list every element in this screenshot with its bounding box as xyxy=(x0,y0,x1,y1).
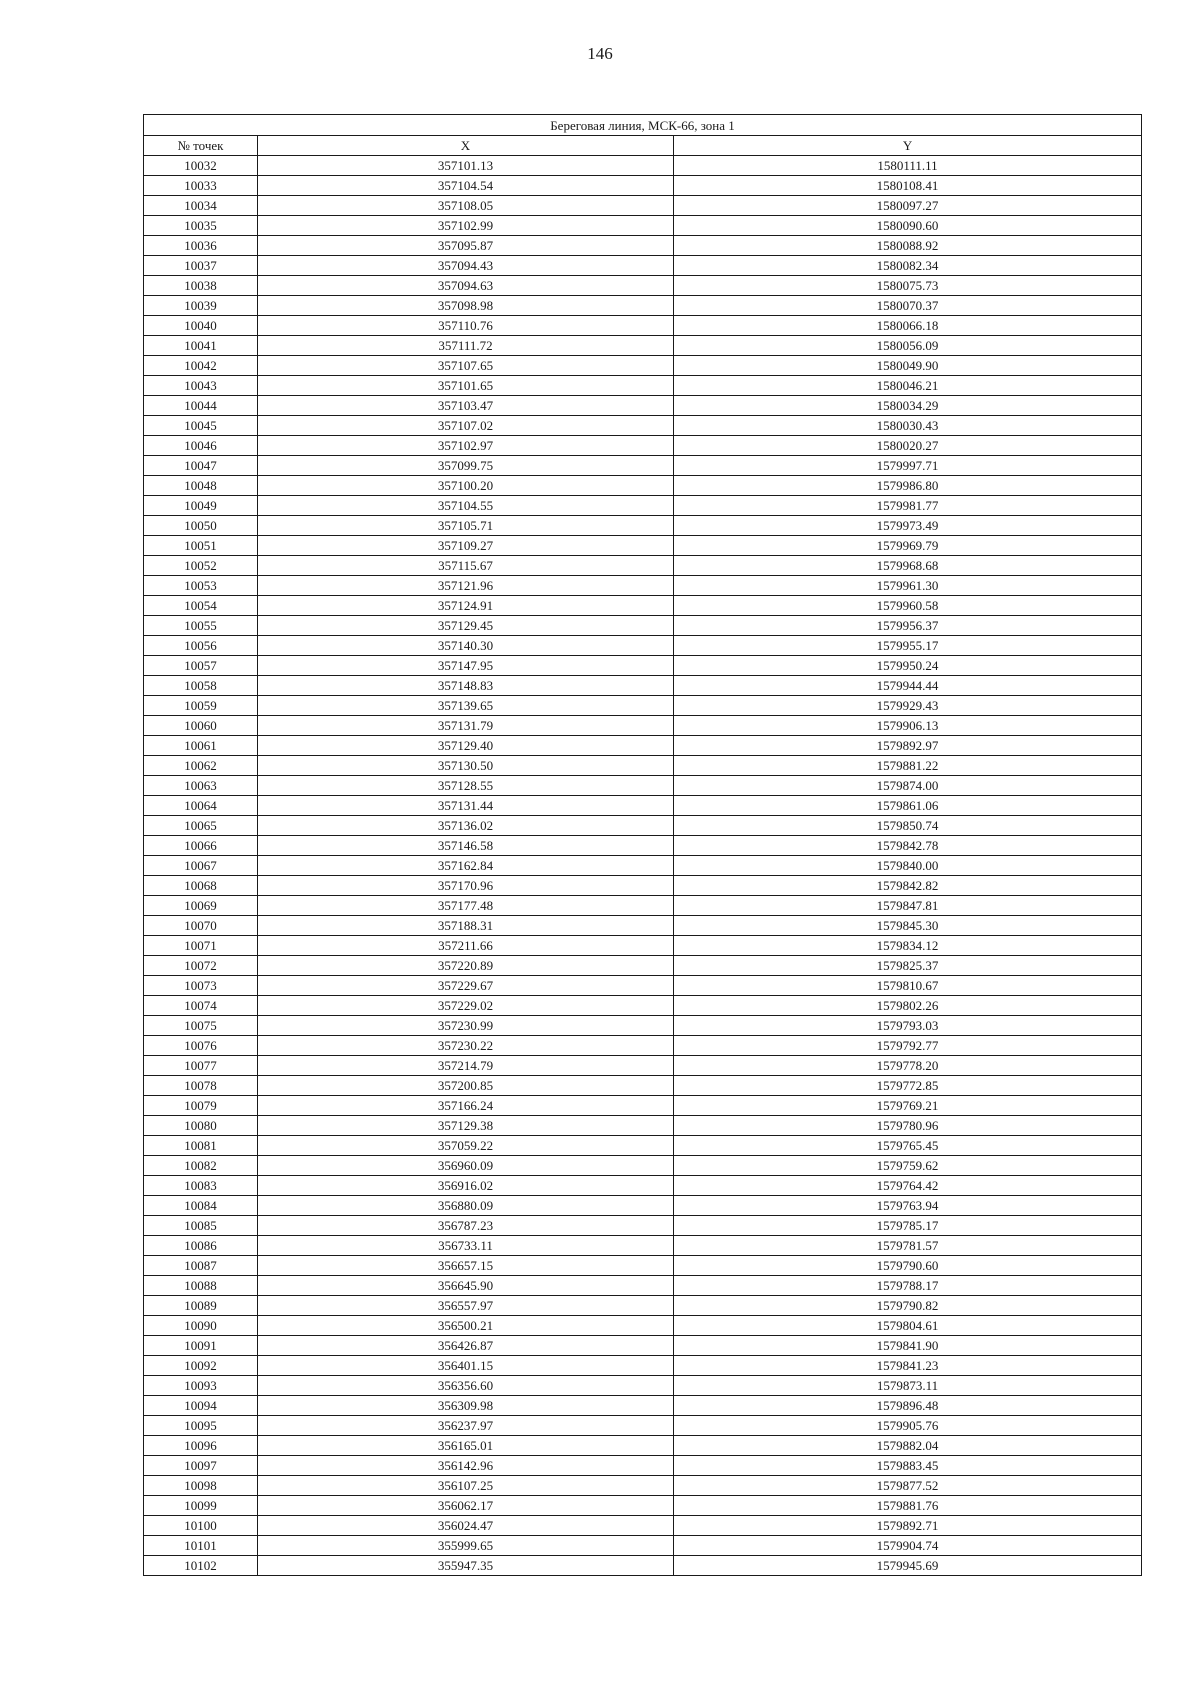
point-number-cell: 10033 xyxy=(144,176,258,196)
point-number-cell: 10095 xyxy=(144,1416,258,1436)
x-coordinate-cell: 357102.99 xyxy=(258,216,674,236)
x-coordinate-cell: 357108.05 xyxy=(258,196,674,216)
y-coordinate-cell: 1579950.24 xyxy=(674,656,1142,676)
page-number: 146 xyxy=(587,44,613,63)
y-coordinate-cell: 1579804.61 xyxy=(674,1316,1142,1336)
x-coordinate-cell: 357211.66 xyxy=(258,936,674,956)
point-number-cell: 10051 xyxy=(144,536,258,556)
point-number-cell: 10083 xyxy=(144,1176,258,1196)
y-coordinate-cell: 1579973.49 xyxy=(674,516,1142,536)
x-coordinate-cell: 357104.54 xyxy=(258,176,674,196)
table-body xyxy=(144,156,1142,1576)
y-coordinate-cell: 1579929.43 xyxy=(674,696,1142,716)
table-row xyxy=(144,716,1142,736)
x-coordinate-cell: 357105.71 xyxy=(258,516,674,536)
x-coordinate-cell: 357121.96 xyxy=(258,576,674,596)
table-row xyxy=(144,436,1142,456)
x-coordinate-cell: 357139.65 xyxy=(258,696,674,716)
table-row xyxy=(144,896,1142,916)
point-number-cell: 10097 xyxy=(144,1456,258,1476)
column-header-point-number: № точек xyxy=(144,136,258,156)
y-coordinate-cell: 1579840.00 xyxy=(674,856,1142,876)
point-number-cell: 10065 xyxy=(144,816,258,836)
table-row xyxy=(144,1276,1142,1296)
x-coordinate-cell: 356401.15 xyxy=(258,1356,674,1376)
point-number-cell: 10059 xyxy=(144,696,258,716)
y-coordinate-cell: 1579792.77 xyxy=(674,1036,1142,1056)
point-number-cell: 10045 xyxy=(144,416,258,436)
table-row xyxy=(144,1396,1142,1416)
y-coordinate-cell: 1579781.57 xyxy=(674,1236,1142,1256)
y-coordinate-cell: 1579764.42 xyxy=(674,1176,1142,1196)
point-number-cell: 10061 xyxy=(144,736,258,756)
table-row xyxy=(144,216,1142,236)
point-number-cell: 10036 xyxy=(144,236,258,256)
point-number-cell: 10096 xyxy=(144,1436,258,1456)
table-row xyxy=(144,1036,1142,1056)
x-coordinate-cell: 357130.50 xyxy=(258,756,674,776)
x-coordinate-cell: 357128.55 xyxy=(258,776,674,796)
point-number-cell: 10054 xyxy=(144,596,258,616)
x-coordinate-cell: 357101.65 xyxy=(258,376,674,396)
table-row xyxy=(144,1196,1142,1216)
y-coordinate-cell: 1579825.37 xyxy=(674,956,1142,976)
table-row xyxy=(144,1496,1142,1516)
x-coordinate-cell: 357099.75 xyxy=(258,456,674,476)
x-coordinate-cell: 357230.99 xyxy=(258,1016,674,1036)
point-number-cell: 10055 xyxy=(144,616,258,636)
x-coordinate-cell: 356960.09 xyxy=(258,1156,674,1176)
x-coordinate-cell: 356107.25 xyxy=(258,1476,674,1496)
point-number-cell: 10049 xyxy=(144,496,258,516)
table-row xyxy=(144,396,1142,416)
y-coordinate-cell: 1579790.82 xyxy=(674,1296,1142,1316)
point-number-cell: 10063 xyxy=(144,776,258,796)
x-coordinate-cell: 357102.97 xyxy=(258,436,674,456)
x-coordinate-cell: 356142.96 xyxy=(258,1456,674,1476)
point-number-cell: 10034 xyxy=(144,196,258,216)
y-coordinate-cell: 1579960.58 xyxy=(674,596,1142,616)
x-coordinate-cell: 357129.38 xyxy=(258,1116,674,1136)
x-coordinate-cell: 357140.30 xyxy=(258,636,674,656)
y-coordinate-cell: 1579847.81 xyxy=(674,896,1142,916)
table-row xyxy=(144,656,1142,676)
table-row xyxy=(144,156,1142,176)
table-row xyxy=(144,1376,1142,1396)
table-row xyxy=(144,1096,1142,1116)
point-number-cell: 10032 xyxy=(144,156,258,176)
x-coordinate-cell: 357177.48 xyxy=(258,896,674,916)
y-coordinate-cell: 1579986.80 xyxy=(674,476,1142,496)
table-row xyxy=(144,1136,1142,1156)
point-number-cell: 10067 xyxy=(144,856,258,876)
table-row xyxy=(144,756,1142,776)
y-coordinate-cell: 1579769.21 xyxy=(674,1096,1142,1116)
table-row xyxy=(144,776,1142,796)
y-coordinate-cell: 1580088.92 xyxy=(674,236,1142,256)
x-coordinate-cell: 357147.95 xyxy=(258,656,674,676)
y-coordinate-cell: 1579892.97 xyxy=(674,736,1142,756)
y-coordinate-cell: 1579883.45 xyxy=(674,1456,1142,1476)
y-coordinate-cell: 1579896.48 xyxy=(674,1396,1142,1416)
point-number-cell: 10070 xyxy=(144,916,258,936)
table-row xyxy=(144,916,1142,936)
point-number-cell: 10079 xyxy=(144,1096,258,1116)
table-row xyxy=(144,376,1142,396)
table-caption: Береговая линия, МСК-66, зона 1 xyxy=(144,115,1142,136)
point-number-cell: 10074 xyxy=(144,996,258,1016)
x-coordinate-cell: 356500.21 xyxy=(258,1316,674,1336)
table-row xyxy=(144,1176,1142,1196)
point-number-cell: 10044 xyxy=(144,396,258,416)
y-coordinate-cell: 1579788.17 xyxy=(674,1276,1142,1296)
table-row xyxy=(144,1016,1142,1036)
x-coordinate-cell: 357115.67 xyxy=(258,556,674,576)
table-row xyxy=(144,1216,1142,1236)
table-row xyxy=(144,1076,1142,1096)
y-coordinate-cell: 1579968.68 xyxy=(674,556,1142,576)
y-coordinate-cell: 1579778.20 xyxy=(674,1056,1142,1076)
y-coordinate-cell: 1579961.30 xyxy=(674,576,1142,596)
y-coordinate-cell: 1580097.27 xyxy=(674,196,1142,216)
table-row xyxy=(144,416,1142,436)
x-coordinate-cell: 356356.60 xyxy=(258,1376,674,1396)
y-coordinate-cell: 1579802.26 xyxy=(674,996,1142,1016)
point-number-cell: 10052 xyxy=(144,556,258,576)
x-coordinate-cell: 357110.76 xyxy=(258,316,674,336)
x-coordinate-cell: 357100.20 xyxy=(258,476,674,496)
point-number-cell: 10058 xyxy=(144,676,258,696)
point-number-cell: 10073 xyxy=(144,976,258,996)
y-coordinate-cell: 1580046.21 xyxy=(674,376,1142,396)
table-row xyxy=(144,956,1142,976)
column-header-y: Y xyxy=(674,136,1142,156)
table-row xyxy=(144,1516,1142,1536)
point-number-cell: 10068 xyxy=(144,876,258,896)
coordinates-table xyxy=(143,114,1142,1576)
table-row xyxy=(144,856,1142,876)
x-coordinate-cell: 356916.02 xyxy=(258,1176,674,1196)
table-row xyxy=(144,1476,1142,1496)
table-row xyxy=(144,516,1142,536)
x-coordinate-cell: 357094.43 xyxy=(258,256,674,276)
point-number-cell: 10047 xyxy=(144,456,258,476)
point-number-cell: 10041 xyxy=(144,336,258,356)
table-row xyxy=(144,576,1142,596)
x-coordinate-cell: 357103.47 xyxy=(258,396,674,416)
x-coordinate-cell: 357129.45 xyxy=(258,616,674,636)
y-coordinate-cell: 1580030.43 xyxy=(674,416,1142,436)
point-number-cell: 10071 xyxy=(144,936,258,956)
point-number-cell: 10076 xyxy=(144,1036,258,1056)
point-number-cell: 10087 xyxy=(144,1256,258,1276)
table-row xyxy=(144,1556,1142,1576)
y-coordinate-cell: 1580090.60 xyxy=(674,216,1142,236)
y-coordinate-cell: 1579841.90 xyxy=(674,1336,1142,1356)
y-coordinate-cell: 1579842.82 xyxy=(674,876,1142,896)
x-coordinate-cell: 356024.47 xyxy=(258,1516,674,1536)
x-coordinate-cell: 356657.15 xyxy=(258,1256,674,1276)
y-coordinate-cell: 1579877.52 xyxy=(674,1476,1142,1496)
x-coordinate-cell: 357124.91 xyxy=(258,596,674,616)
x-coordinate-cell: 357146.58 xyxy=(258,836,674,856)
y-coordinate-cell: 1579906.13 xyxy=(674,716,1142,736)
y-coordinate-cell: 1579981.77 xyxy=(674,496,1142,516)
column-header-x: X xyxy=(258,136,674,156)
y-coordinate-cell: 1579845.30 xyxy=(674,916,1142,936)
y-coordinate-cell: 1579790.60 xyxy=(674,1256,1142,1276)
table-row xyxy=(144,1456,1142,1476)
y-coordinate-cell: 1579945.69 xyxy=(674,1556,1142,1576)
table-row xyxy=(144,1336,1142,1356)
point-number-cell: 10066 xyxy=(144,836,258,856)
point-number-cell: 10101 xyxy=(144,1536,258,1556)
y-coordinate-cell: 1579882.04 xyxy=(674,1436,1142,1456)
table-row xyxy=(144,1116,1142,1136)
y-coordinate-cell: 1579944.44 xyxy=(674,676,1142,696)
y-coordinate-cell: 1579997.71 xyxy=(674,456,1142,476)
y-coordinate-cell: 1580108.41 xyxy=(674,176,1142,196)
x-coordinate-cell: 357170.96 xyxy=(258,876,674,896)
x-coordinate-cell: 357230.22 xyxy=(258,1036,674,1056)
x-coordinate-cell: 356787.23 xyxy=(258,1216,674,1236)
table-row xyxy=(144,696,1142,716)
y-coordinate-cell: 1579956.37 xyxy=(674,616,1142,636)
point-number-cell: 10088 xyxy=(144,1276,258,1296)
x-coordinate-cell: 355947.35 xyxy=(258,1556,674,1576)
point-number-cell: 10062 xyxy=(144,756,258,776)
table-row xyxy=(144,356,1142,376)
y-coordinate-cell: 1579810.67 xyxy=(674,976,1142,996)
y-coordinate-cell: 1579874.00 xyxy=(674,776,1142,796)
y-coordinate-cell: 1580066.18 xyxy=(674,316,1142,336)
table-row xyxy=(144,1416,1142,1436)
y-coordinate-cell: 1580034.29 xyxy=(674,396,1142,416)
point-number-cell: 10040 xyxy=(144,316,258,336)
y-coordinate-cell: 1579873.11 xyxy=(674,1376,1142,1396)
table-row xyxy=(144,796,1142,816)
y-coordinate-cell: 1579892.71 xyxy=(674,1516,1142,1536)
y-coordinate-cell: 1579904.74 xyxy=(674,1536,1142,1556)
y-coordinate-cell: 1579850.74 xyxy=(674,816,1142,836)
point-number-cell: 10078 xyxy=(144,1076,258,1096)
point-number-cell: 10093 xyxy=(144,1376,258,1396)
point-number-cell: 10035 xyxy=(144,216,258,236)
point-number-cell: 10080 xyxy=(144,1116,258,1136)
point-number-cell: 10077 xyxy=(144,1056,258,1076)
x-coordinate-cell: 356309.98 xyxy=(258,1396,674,1416)
y-coordinate-cell: 1579763.94 xyxy=(674,1196,1142,1216)
x-coordinate-cell: 357111.72 xyxy=(258,336,674,356)
table-row xyxy=(144,1236,1142,1256)
point-number-cell: 10046 xyxy=(144,436,258,456)
point-number-cell: 10075 xyxy=(144,1016,258,1036)
point-number-cell: 10039 xyxy=(144,296,258,316)
y-coordinate-cell: 1580049.90 xyxy=(674,356,1142,376)
table-row xyxy=(144,636,1142,656)
point-number-cell: 10043 xyxy=(144,376,258,396)
table-row xyxy=(144,336,1142,356)
table-row xyxy=(144,1536,1142,1556)
point-number-cell: 10048 xyxy=(144,476,258,496)
table-row xyxy=(144,1436,1142,1456)
table-row xyxy=(144,196,1142,216)
y-coordinate-cell: 1579955.17 xyxy=(674,636,1142,656)
table-row xyxy=(144,276,1142,296)
header-row xyxy=(144,136,1142,156)
point-number-cell: 10086 xyxy=(144,1236,258,1256)
point-number-cell: 10085 xyxy=(144,1216,258,1236)
x-coordinate-cell: 357131.79 xyxy=(258,716,674,736)
y-coordinate-cell: 1579834.12 xyxy=(674,936,1142,956)
point-number-cell: 10057 xyxy=(144,656,258,676)
table-row xyxy=(144,816,1142,836)
point-number-cell: 10053 xyxy=(144,576,258,596)
table-row xyxy=(144,616,1142,636)
table-row xyxy=(144,1296,1142,1316)
x-coordinate-cell: 357188.31 xyxy=(258,916,674,936)
x-coordinate-cell: 357107.65 xyxy=(258,356,674,376)
table-row xyxy=(144,1056,1142,1076)
table-row xyxy=(144,1156,1142,1176)
y-coordinate-cell: 1579969.79 xyxy=(674,536,1142,556)
point-number-cell: 10072 xyxy=(144,956,258,976)
point-number-cell: 10091 xyxy=(144,1336,258,1356)
table-head xyxy=(144,115,1142,156)
point-number-cell: 10089 xyxy=(144,1296,258,1316)
table-row xyxy=(144,876,1142,896)
x-coordinate-cell: 357059.22 xyxy=(258,1136,674,1156)
x-coordinate-cell: 356165.01 xyxy=(258,1436,674,1456)
table-row xyxy=(144,836,1142,856)
point-number-cell: 10094 xyxy=(144,1396,258,1416)
x-coordinate-cell: 357101.13 xyxy=(258,156,674,176)
y-coordinate-cell: 1579793.03 xyxy=(674,1016,1142,1036)
y-coordinate-cell: 1580111.11 xyxy=(674,156,1142,176)
x-coordinate-cell: 357107.02 xyxy=(258,416,674,436)
point-number-cell: 10092 xyxy=(144,1356,258,1376)
point-number-cell: 10037 xyxy=(144,256,258,276)
table-row xyxy=(144,236,1142,256)
y-coordinate-cell: 1579881.22 xyxy=(674,756,1142,776)
point-number-cell: 10064 xyxy=(144,796,258,816)
table-row xyxy=(144,596,1142,616)
point-number-cell: 10060 xyxy=(144,716,258,736)
table-row xyxy=(144,556,1142,576)
y-coordinate-cell: 1580082.34 xyxy=(674,256,1142,276)
point-number-cell: 10100 xyxy=(144,1516,258,1536)
y-coordinate-cell: 1579785.17 xyxy=(674,1216,1142,1236)
x-coordinate-cell: 357109.27 xyxy=(258,536,674,556)
point-number-cell: 10084 xyxy=(144,1196,258,1216)
y-coordinate-cell: 1579759.62 xyxy=(674,1156,1142,1176)
y-coordinate-cell: 1580056.09 xyxy=(674,336,1142,356)
point-number-cell: 10042 xyxy=(144,356,258,376)
x-coordinate-cell: 356062.17 xyxy=(258,1496,674,1516)
table-row xyxy=(144,176,1142,196)
table-row xyxy=(144,1356,1142,1376)
table-row xyxy=(144,476,1142,496)
x-coordinate-cell: 357104.55 xyxy=(258,496,674,516)
table-row xyxy=(144,936,1142,956)
table-row xyxy=(144,256,1142,276)
x-coordinate-cell: 357131.44 xyxy=(258,796,674,816)
point-number-cell: 10056 xyxy=(144,636,258,656)
x-coordinate-cell: 357229.02 xyxy=(258,996,674,1016)
point-number-cell: 10098 xyxy=(144,1476,258,1496)
y-coordinate-cell: 1580075.73 xyxy=(674,276,1142,296)
x-coordinate-cell: 355999.65 xyxy=(258,1536,674,1556)
table-row xyxy=(144,456,1142,476)
table-row xyxy=(144,996,1142,1016)
y-coordinate-cell: 1579905.76 xyxy=(674,1416,1142,1436)
y-coordinate-cell: 1579842.78 xyxy=(674,836,1142,856)
y-coordinate-cell: 1579881.76 xyxy=(674,1496,1142,1516)
table-row xyxy=(144,676,1142,696)
y-coordinate-cell: 1580070.37 xyxy=(674,296,1142,316)
point-number-cell: 10038 xyxy=(144,276,258,296)
caption-row xyxy=(144,115,1142,136)
y-coordinate-cell: 1579841.23 xyxy=(674,1356,1142,1376)
table-row xyxy=(144,1316,1142,1336)
y-coordinate-cell: 1580020.27 xyxy=(674,436,1142,456)
x-coordinate-cell: 356645.90 xyxy=(258,1276,674,1296)
table-row xyxy=(144,736,1142,756)
x-coordinate-cell: 357200.85 xyxy=(258,1076,674,1096)
y-coordinate-cell: 1579861.06 xyxy=(674,796,1142,816)
table-row xyxy=(144,536,1142,556)
x-coordinate-cell: 357162.84 xyxy=(258,856,674,876)
x-coordinate-cell: 357098.98 xyxy=(258,296,674,316)
x-coordinate-cell: 357166.24 xyxy=(258,1096,674,1116)
point-number-cell: 10099 xyxy=(144,1496,258,1516)
table-row xyxy=(144,296,1142,316)
x-coordinate-cell: 357220.89 xyxy=(258,956,674,976)
x-coordinate-cell: 356733.11 xyxy=(258,1236,674,1256)
x-coordinate-cell: 357229.67 xyxy=(258,976,674,996)
point-number-cell: 10050 xyxy=(144,516,258,536)
table-row xyxy=(144,1256,1142,1276)
y-coordinate-cell: 1579772.85 xyxy=(674,1076,1142,1096)
y-coordinate-cell: 1579765.45 xyxy=(674,1136,1142,1156)
x-coordinate-cell: 357214.79 xyxy=(258,1056,674,1076)
point-number-cell: 10102 xyxy=(144,1556,258,1576)
x-coordinate-cell: 357095.87 xyxy=(258,236,674,256)
table-row xyxy=(144,316,1142,336)
x-coordinate-cell: 356237.97 xyxy=(258,1416,674,1436)
table-row xyxy=(144,496,1142,516)
x-coordinate-cell: 357094.63 xyxy=(258,276,674,296)
table-row xyxy=(144,976,1142,996)
x-coordinate-cell: 357136.02 xyxy=(258,816,674,836)
x-coordinate-cell: 356426.87 xyxy=(258,1336,674,1356)
point-number-cell: 10069 xyxy=(144,896,258,916)
x-coordinate-cell: 356557.97 xyxy=(258,1296,674,1316)
x-coordinate-cell: 356880.09 xyxy=(258,1196,674,1216)
point-number-cell: 10082 xyxy=(144,1156,258,1176)
point-number-cell: 10081 xyxy=(144,1136,258,1156)
y-coordinate-cell: 1579780.96 xyxy=(674,1116,1142,1136)
x-coordinate-cell: 357129.40 xyxy=(258,736,674,756)
point-number-cell: 10090 xyxy=(144,1316,258,1336)
x-coordinate-cell: 357148.83 xyxy=(258,676,674,696)
